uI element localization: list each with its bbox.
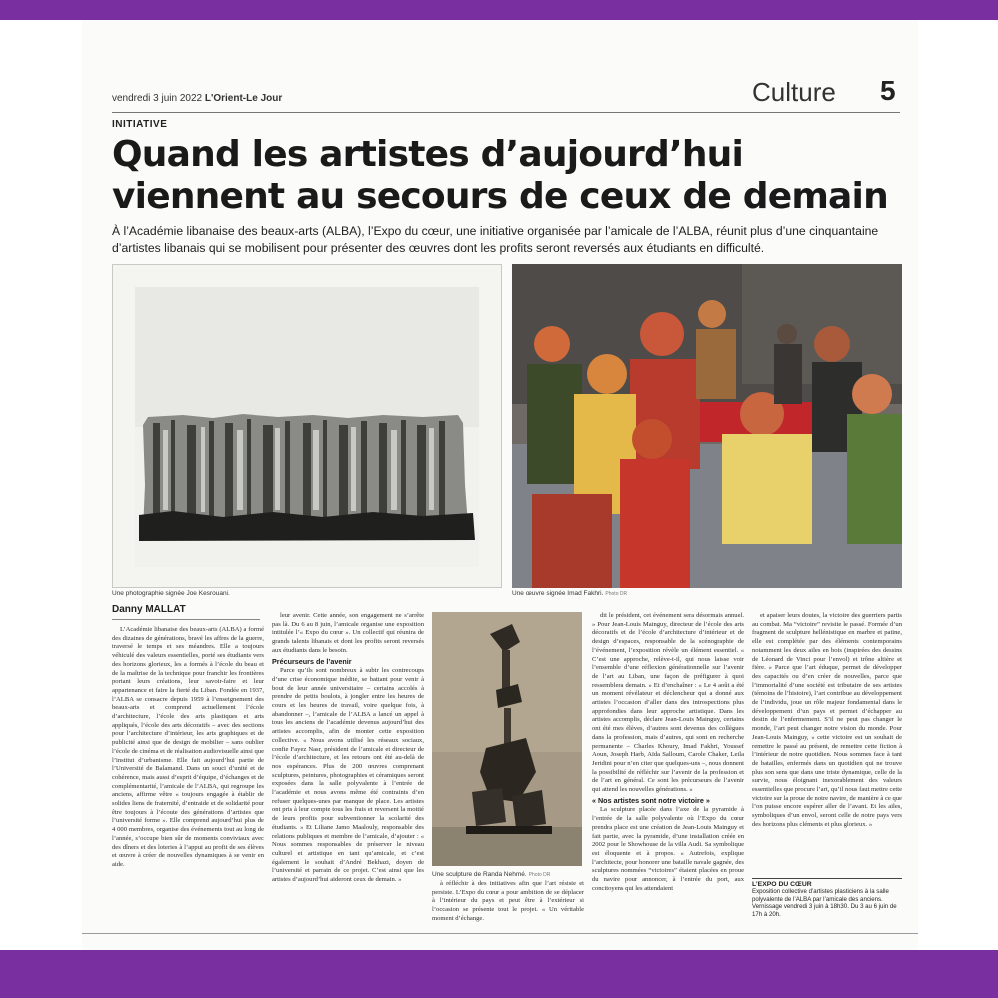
paragraph: leur avenir. Cette année, son engagement ne s’arrête pas là. Du 6 au 8 juin, l’amicale organise une exposition intitulée l’« Expo du cœur ». Un collectif qui réunira de grands talents libanais et dont les profits seront reversés aux étudiants dans le besoin. [272, 612, 424, 654]
sculpture-photo [432, 612, 582, 866]
caption-photo-1: Une photographie signée Joe Kesrouani. [112, 590, 230, 597]
author-byline: Danny MALLAT [112, 604, 186, 615]
article-column-3 [432, 880, 584, 932]
event-info-box [752, 878, 902, 932]
infobox-text: Exposition collective d’artistes plasticiens à la salle polyvalente de l’ALBA par l’amicale des anciens. Vernissage vendredi 3 juin à 18h30. Du 3 au 6 juin de 17h à 20h. [752, 888, 897, 918]
caption-photo-3: Une sculpture de Randa Nehmé. Photo DR [432, 871, 551, 878]
article-column-1 [112, 626, 264, 932]
article-column-4 [592, 612, 744, 932]
paragraph: et apaiser leurs doutes, la victoire des guerriers partis au combat. Ma “victoire” revisite le passé. Formée d’un fragment de sculpture hellénistique en marbre et patine, elle est complétée par des éléments contemporains notamment les deux ailes en bois (inspirées des dessins de Léonard de Vinci pour l’envol) et trône altière et fière. » Parce que l’art éduque, permet de développer des capacités ou d’en créer de nouvelles, parce que l’immortalité d’une société est tributaire de ses artistes (témoins de l’histoire), l’art contribue au développement de l’individu, joue un rôle majeur fondamental dans le développement d’un pays et permet d’échapper au destin de l’enfermement. S’il ne peut pas changer le monde, l’art peut changer notre vision du monde. Pour Jean-Louis Mainguy, « cette victoire est un souhait de remettre le passé au présent, de remettre cette fiction à l’intérieur de notre quotidien. Nous sommes face à tant de batailles, enfermés dans un quotidien qui ne trouve plus son sens que dans une triste dynamique, celle de la survie, nous éloignant inexorablement des valeurs essentielles que procure l’art, qu’il nous faut mettre cette victoire sur la proue de notre navire, de manière à ce que l’on puisse encore espérer aller de l’avant. Et les ailes, symboliques d’un envol, seront celle de notre pays vers des horizons plus cléments et plus glorieux. » [752, 612, 902, 828]
byline-rule [112, 619, 260, 620]
subheading: « Nos artistes sont notre victoire » [592, 795, 710, 805]
paragraph: La sculpture placée dans l’axe de la pyramide à l’entrée de la salle polyvalente où l’Expo du cœur prendra place est une création de Jean-Louis Mainguy et fait partie, avec la pyramide, d’une installation créée en 2002 pour le Showhouse de la villa Audi. Sa symbolique est éloquente et à propos. « Autrefois, explique l’architecte, pour honorer une bataille navale gagnée, des sculptures nommées “victoires” étaient placées en proue du navire pour annoncer, à l’entrée du port, aux concitoyens qui les attendaient [592, 806, 744, 892]
top-color-band [0, 0, 998, 20]
paragraph: L’Académie libanaise des beaux-arts (ALBA) a formé des dizaines de générations, bravé les affres de la guerre, traversé le temps et ses méandres. Elle a toujours véhiculé des valeurs essentielles, porté ses étudiants vers des horizons glorieux, les a formés à l’école du beau et de la maîtrise de la technique pour franchir les frontières portant leurs créations, leur savoir-faire et leur appartenance et faire la fierté du Liban. Fondée en 1937, l’ALBA se consacre depuis 1959 à l’enseignement des beaux-arts et comprend actuellement l’école d’architecture, l’école des arts plastiques et arts appliqués, l’école des arts décoratifs – avec des sections pour l’architecture d’intérieur, les arts graphiques et de publicité ainsi que de design de mobilier – sans oublier l’école de cinéma et de réalisation audiovisuelle ainsi que l’institut d’urbanisme. Elle fait aujourd’hui partie de l’Université de Balamand. Dans un souci d’unité et de cohérence, mais aussi d’esprit d’équipe, d’échanges et de complémentarité, l’amicale de l’ALBA, qui regroupe les anciens, affirme vêtre « toujours engagée à établir de solides liens de fraternité, d’entraide et de solidarité pour être toujours à l’écoute des générations d’artistes que l’université forme ». Elle comprend aujourd’hui plus de 4 000 membres, organise des événements tout au long de l’année, s’occupe bien sûr de moments conviviaux avec des dîners et des loteries à l’appui au profit de ses élèves et œuvre à créer de nouvelles dynamiques à se venir en aide. [112, 626, 264, 868]
cliff-photo-image [113, 265, 501, 587]
infobox-title: L’EXPO DU CŒUR [752, 881, 812, 888]
paragraph: dit le président, cet événement sera désormais annuel. » Pour Jean-Louis Mainguy, directeur de l’école des arts décoratifs et de l’école d’architecture d’intérieur et de design d’espaces, responsable de la scénographie de l’événement, l’exposition révèle un élément essentiel. « C’est une approche, relève-t-il, qui nous laisse voir l’ensemble d’une réflexion générationnelle sur l’avenir de l’art au Liban, une façon de préfigurer à quoi ressemblera demain. » Et d’enchaîner : « Le 4 août a été un moment révélateur et déclencheur qui a donné aux artistes l’occasion d’aller dans des introspections plus approfondies dans leur approche artistique. Dans les artistes accomplis, déclare Jean-Louis Mainguy, certains ont été mes élèves, d’autres sont devenus des collègues dans la profession, mais d’autres, qui sont en recherche permanente – Charles Khoury, Imad Fakhri, Youssef Aoun, Joseph Harb, Aïda Salloum, Carole Chaker, Leila Jeridini pour n’en citer que quelques-uns –, nous donnent la possibilité de réfléchir sur l’avenir de la profession et de l’art en général. Ce sont les précurseurs de l’avenir qui attend les nouvelles générations. » [592, 612, 744, 794]
bottom-color-band [0, 950, 998, 998]
painting-fakhri [512, 264, 902, 588]
issue-date: vendredi 3 juin 2022 L'Orient-Le Jour [112, 93, 283, 104]
paragraph: à réfléchir à des initiatives afin que l’art résiste et persiste. L’Expo du cœur a pour ambition de se déplacer à l’intérieur du pays et peut être à l’extérieur si l’occasion se présente tout le projet. « Un véritable moment d’échange. [432, 880, 584, 922]
sculpture-image [432, 612, 582, 866]
footer-rule [82, 933, 918, 934]
article-column-5 [752, 612, 902, 874]
photograph-kesrouani [112, 264, 502, 588]
infobox-rule [752, 878, 902, 879]
article-column-2 [272, 612, 424, 932]
subheading: Précurseurs de l’avenir [272, 656, 352, 666]
article-lead: À l’Académie libanaise des beaux-arts (ALBA), l’Expo du cœur, une initiative organisée par l’amicale de l’ALBA, réunit plus d’une cinquantaine d’artistes libanais qui se mobilisent pour présenter des œuvres dont les profits seront reversés aux étudiants en difficulté. [112, 224, 879, 255]
article-headline: Quand les artistes d’aujourd’hui viennent au secours de ceux de demain [112, 134, 888, 217]
section-title: Culture [752, 77, 836, 107]
page-number: 5 [880, 75, 896, 106]
article-kicker: INITIATIVE [112, 119, 168, 130]
crowd-painting-image [512, 264, 902, 588]
header-rule [112, 112, 900, 113]
caption-photo-2: Une œuvre signée Imad Fakhri. Photo DR [512, 590, 628, 597]
paragraph: Parce qu’ils sont nombreux à subir les contrecoups d’une crise économique inédite, se battant pour venir à bout de leur année universitaire – certains accolés à prendre de petits boulots, à jongler entre les heures de cours et les heures de travail, voire quelque fois, à abandonner –, l’amicale de l’ALBA a lancé un appel à tous les anciens de l’académie devenus aujourd’hui des artistes accomplis, afin de monter cette exposition collective. « Nous avons utilisé les réseaux sociaux, confie Fayez Nasr, président de l’amicale et directeur de l’école d’architecture, et les retours ont été au-delà de nos espérances. Plus de 200 œuvres comprenant sculptures, peintures, photographies et céramiques seront exposées dans la salle polyvalente à l’entrée de l’académie et nous avons même été contraints d’en refuser quelques-unes par manque de place. Les artistes ont pris à leur compte tous les frais et reversent la moitié de leurs profits pour subventionner la scolarité des étudiants. » Et Liliane Jamo Maalouly, responsable des relations publiques et membre de l’amicale, d’ajouter : « Nous sommes responsables de préserver le niveau culturel et artistique en tant qu’amicale, et c’est également le souhait d’André Bekhazi, doyen de l’université et parrain de ce projet. C’est ainsi que les artistes d’aujourd’hui aideront ceux de demain. » [272, 667, 424, 884]
